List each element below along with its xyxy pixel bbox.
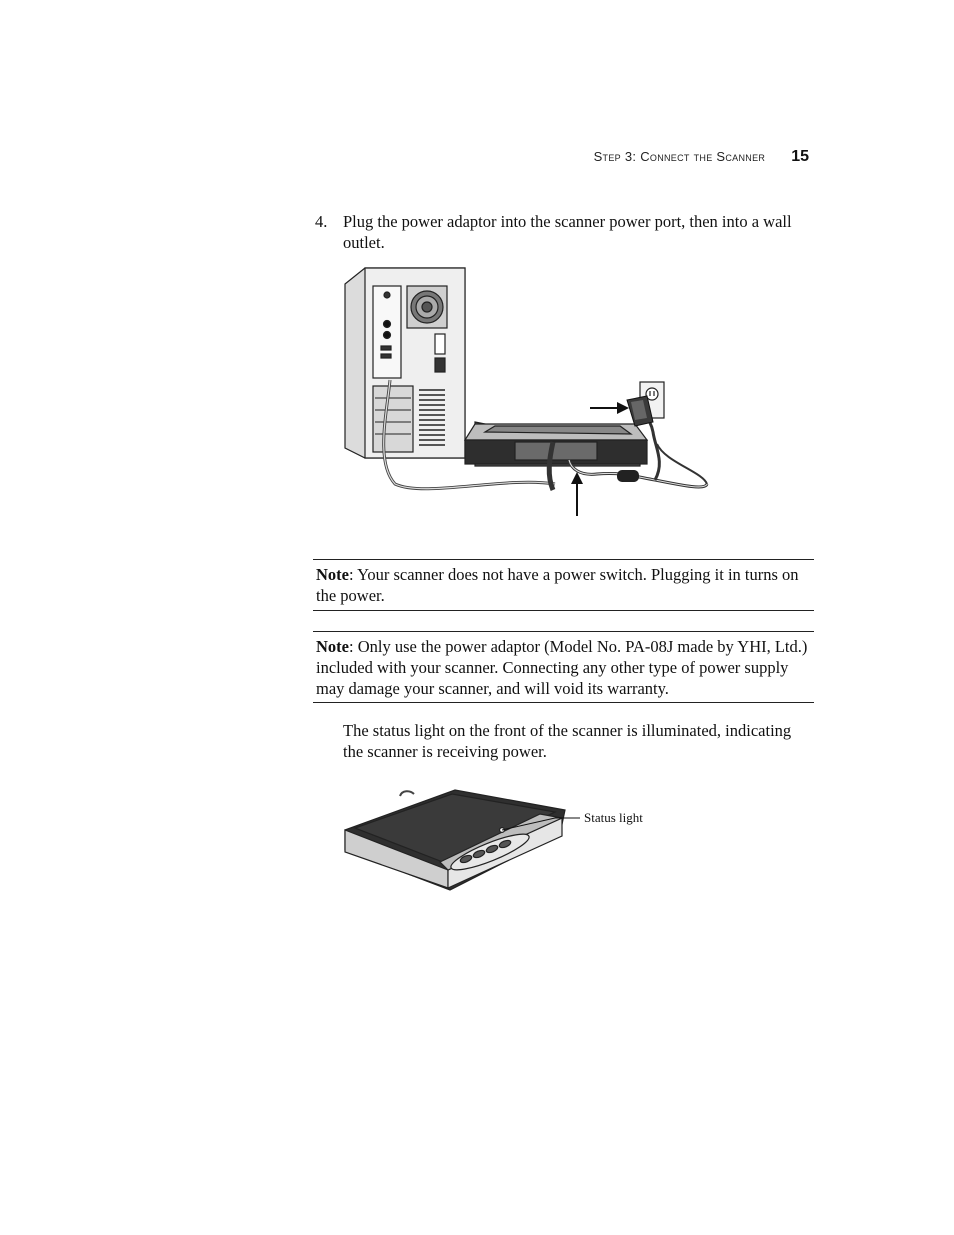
note-no-power-switch xyxy=(313,559,814,611)
note-label: Note xyxy=(316,565,349,584)
adaptor-arrow xyxy=(590,402,629,414)
scanner-status-light-illustration xyxy=(330,780,670,905)
power-port-arrow xyxy=(571,472,583,516)
scanner-front xyxy=(345,790,565,890)
note-text: : Only use the power adaptor (Model No. PA-08J made by YHI, Ltd.) included with your scanner. Connecting any other type of power supply may damage your scanner, and will void its warranty. xyxy=(316,637,808,698)
computer-tower xyxy=(345,268,465,458)
note-label: Note xyxy=(316,637,349,656)
step-text: Plug the power adaptor into the scanner power port, then into a wall outlet. xyxy=(343,212,792,252)
note-power-adaptor-warning xyxy=(313,631,814,703)
scanner-rear xyxy=(465,422,647,466)
connection-illustration xyxy=(335,262,715,524)
step-number: 4. xyxy=(315,212,328,231)
step-4 xyxy=(315,211,795,253)
header-title: Step 3: Connect the Scanner xyxy=(593,149,766,164)
status-light-paragraph: The status light on the front of the scanner is illuminated, indicating the scanner is receiving power. xyxy=(343,721,792,761)
page-number: 15 xyxy=(791,148,809,165)
status-light-label: Status light xyxy=(584,810,643,825)
note-text: : Your scanner does not have a power switch. Plugging it in turns on the power. xyxy=(316,565,799,605)
page-header xyxy=(594,148,809,166)
